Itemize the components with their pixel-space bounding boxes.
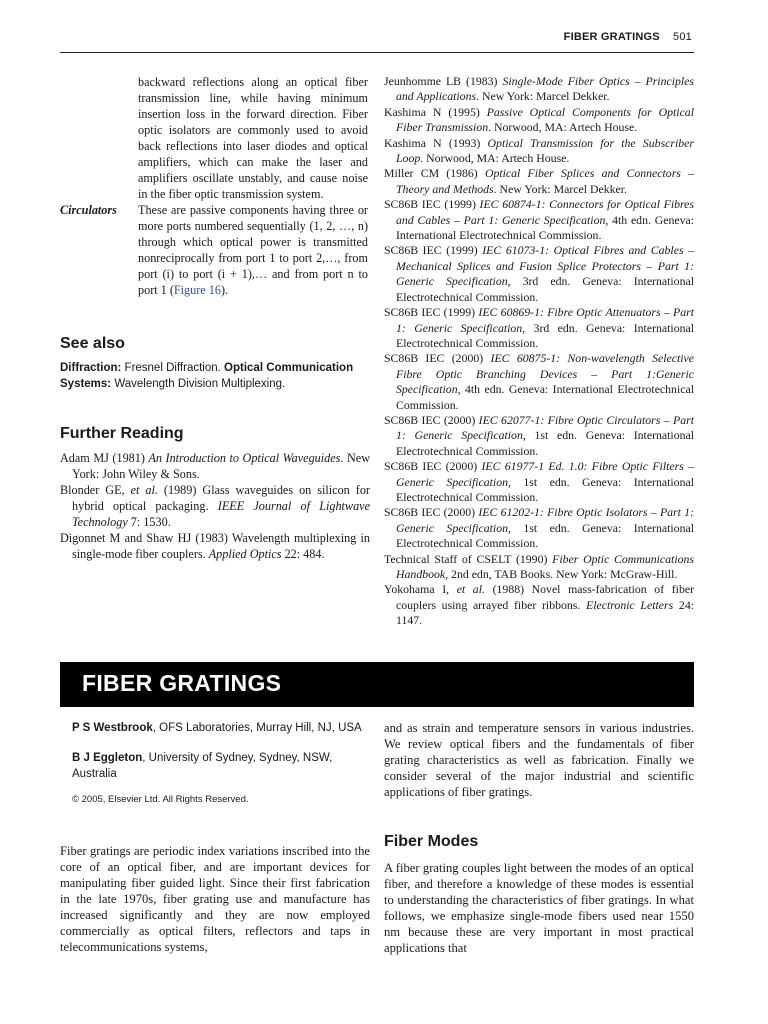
reference-entry: SC86B IEC (2000) IEC 62077-1: Fibre Optic Circulators – Part 1: Generic Specification, 1st edn. Geneva: International Electrotechnical Commission. bbox=[384, 412, 694, 458]
glossary-entry-isolators bbox=[60, 74, 370, 202]
reference-entry: Jeunhomme LB (1983) Single-Mode Fiber Optics – Principles and Applications. New York: Marcel Dekker. bbox=[384, 74, 695, 104]
intro-paragraph-left: Fiber gratings are periodic index variations inscribed into the core of an optical fiber, and are important devices for manipulating fiber guided light. Since their first fabrication in the late 1970s, fiber grating use and manufacture has increased significantly and they are now employed commercially as optical filters, reflectors and taps in telecommunications systems, bbox=[60, 844, 370, 954]
running-header bbox=[564, 31, 692, 43]
intro-paragraph-right: and as strain and temperature sensors in various industries. We review optical fibers and the fundamentals of fiber grating characteristics as well as fabrication. Finally we consider several of the major industrial and scientific applications of fiber gratings. bbox=[384, 721, 694, 799]
reference-entry: Kashima N (1995) Passive Optical Components for Optical Fiber Transmission. Norwood, MA: Artech House. bbox=[384, 104, 694, 135]
reference-entry: SC86B IEC (1999) IEC 60874-1: Connectors for Optical Fibres and Cables – Part 1: Generic Specification, 4th edn. Geneva: International Electrotechnical Commission. bbox=[384, 197, 694, 243]
circulators-definition: These are passive components having three or more ports numbered sequentially (1, 2, …, n) through which optical power is transmitted nonreciprocally from port 1 to port 2,…, from port (i) to port (i + 1),… and from port n to port 1 (Figure 16). bbox=[138, 203, 368, 297]
fiber-modes-paragraph: A fiber grating couples light between the modes of an optical fiber, and therefore a knowledge of these modes is essential to understanding the characteristics of fiber gratings. In what follows, we emphasize single-mode fibers used near 1550 nm because these are very important in most practical applications that bbox=[384, 861, 694, 955]
see-also-heading: See also bbox=[60, 335, 125, 352]
reference-entry: SC86B IEC (2000) IEC 60875-1: Non-wavelength Selective Fibre Optic Branching Devices – Part 1:Generic Specification, 4th edn. Geneva: International Electrotechnical Commission. bbox=[384, 351, 694, 412]
further-reading-heading: Further Reading bbox=[60, 425, 184, 442]
article-title: FIBER GRATINGS bbox=[82, 670, 282, 696]
figure-16-link[interactable]: Figure 16 bbox=[173, 283, 221, 297]
see-also-link-diffraction[interactable]: Diffraction: bbox=[60, 362, 122, 374]
reference-entry: Yokohama I, et al. (1988) Novel mass-fabrication of fiber couplers using arrayed fiber ribbons. Electronic Letters 24: 1147. bbox=[384, 582, 695, 628]
copyright-notice: © 2005, Elsevier Ltd. All Rights Reserved. bbox=[72, 794, 249, 805]
reference-entry: SC86B IEC (1999) IEC 61073-1: Optical Fibres and Cables – Mechanical Splices and Fusion Splice Protectors – Part 1: Generic Specification, 3rd edn. Geneva: International Electrotechnical Commission. bbox=[384, 243, 694, 304]
reference-entry: Digonnet M and Shaw HJ (1983) Wavelength multiplexing in single-mode fiber couplers. Applied Optics 22: 484. bbox=[60, 531, 370, 561]
right-column bbox=[384, 74, 694, 629]
reference-entry: SC86B IEC (2000) IEC 61977-1 Ed. 1.0: Fibre Optic Filters – Generic Specification, 1st edn. Geneva: International Electrotechnical Commission. bbox=[384, 459, 694, 504]
left-column bbox=[60, 74, 370, 562]
fiber-modes-heading: Fiber Modes bbox=[384, 833, 479, 850]
see-also-list: Diffraction: Fresnel Diffraction. Optical Communication Systems: Wavelength Division Multiplexing. bbox=[60, 362, 354, 390]
see-also-link-optical-communication[interactable]: Optical Communication Systems: bbox=[60, 362, 354, 390]
reference-entry: Blonder GE, et al. (1989) Glass waveguides on silicon for hybrid optical packaging. IEEE Journal of Lightwave Technology 7: 1530. bbox=[60, 483, 370, 529]
reference-entry: Adam MJ (1981) An Introduction to Optical Waveguides. New York: John Wiley & Sons. bbox=[60, 451, 370, 481]
reference-entry: Miller CM (1986) Optical Fiber Splices and Connectors – Theory and Methods. New York: Marcel Dekker. bbox=[384, 166, 694, 196]
running-header-title: FIBER GRATINGS bbox=[563, 31, 660, 43]
reference-entry: Kashima N (1993) Optical Transmission for the Subscriber Loop. Norwood, MA: Artech House. bbox=[384, 135, 694, 166]
reference-entry: SC86B IEC (1999) IEC 60869-1: Fibre Optic Attenuators – Part 1: Generic Specification, 3rd edn. Geneva: International Electrotechnical Commission. bbox=[384, 305, 694, 350]
reference-list-left bbox=[60, 450, 370, 562]
header-rule bbox=[60, 52, 694, 53]
reference-entry: Technical Staff of CSELT (1990) Fiber Optic Communications Handbook, 2nd edn, TAB Books. New York: McGraw-Hill. bbox=[384, 551, 694, 581]
author-block bbox=[72, 720, 367, 822]
reference-list-right bbox=[384, 74, 694, 629]
reference-entry: SC86B IEC (2000) IEC 61202-1: Fibre Optic Isolators – Part 1: Generic Specification, 1st edn. Geneva: International Electrotechnical Commission. bbox=[384, 505, 694, 551]
glossary-entry-circulators bbox=[60, 202, 370, 298]
isolator-definition-continued: backward reflections along an optical fiber transmission line, while having minimum insertion loss in the forward direction. Fiber optic isolators are commonly used to avoid back reflections into laser diodes and optical amplifiers, which can make the laser and amplifiers oscillate unstably, and cause noise in the fiber optic transmission system. bbox=[138, 75, 368, 201]
glossary-term-circulators: Circulators bbox=[60, 203, 117, 217]
article-title-bar bbox=[60, 662, 694, 707]
author-1: P S Westbrook, OFS Laboratories, Murray Hill, NJ, USA bbox=[72, 722, 362, 734]
page-number: 501 bbox=[673, 31, 692, 43]
author-2: B J Eggleton, University of Sydney, Sydney, NSW, Australia bbox=[72, 752, 333, 780]
